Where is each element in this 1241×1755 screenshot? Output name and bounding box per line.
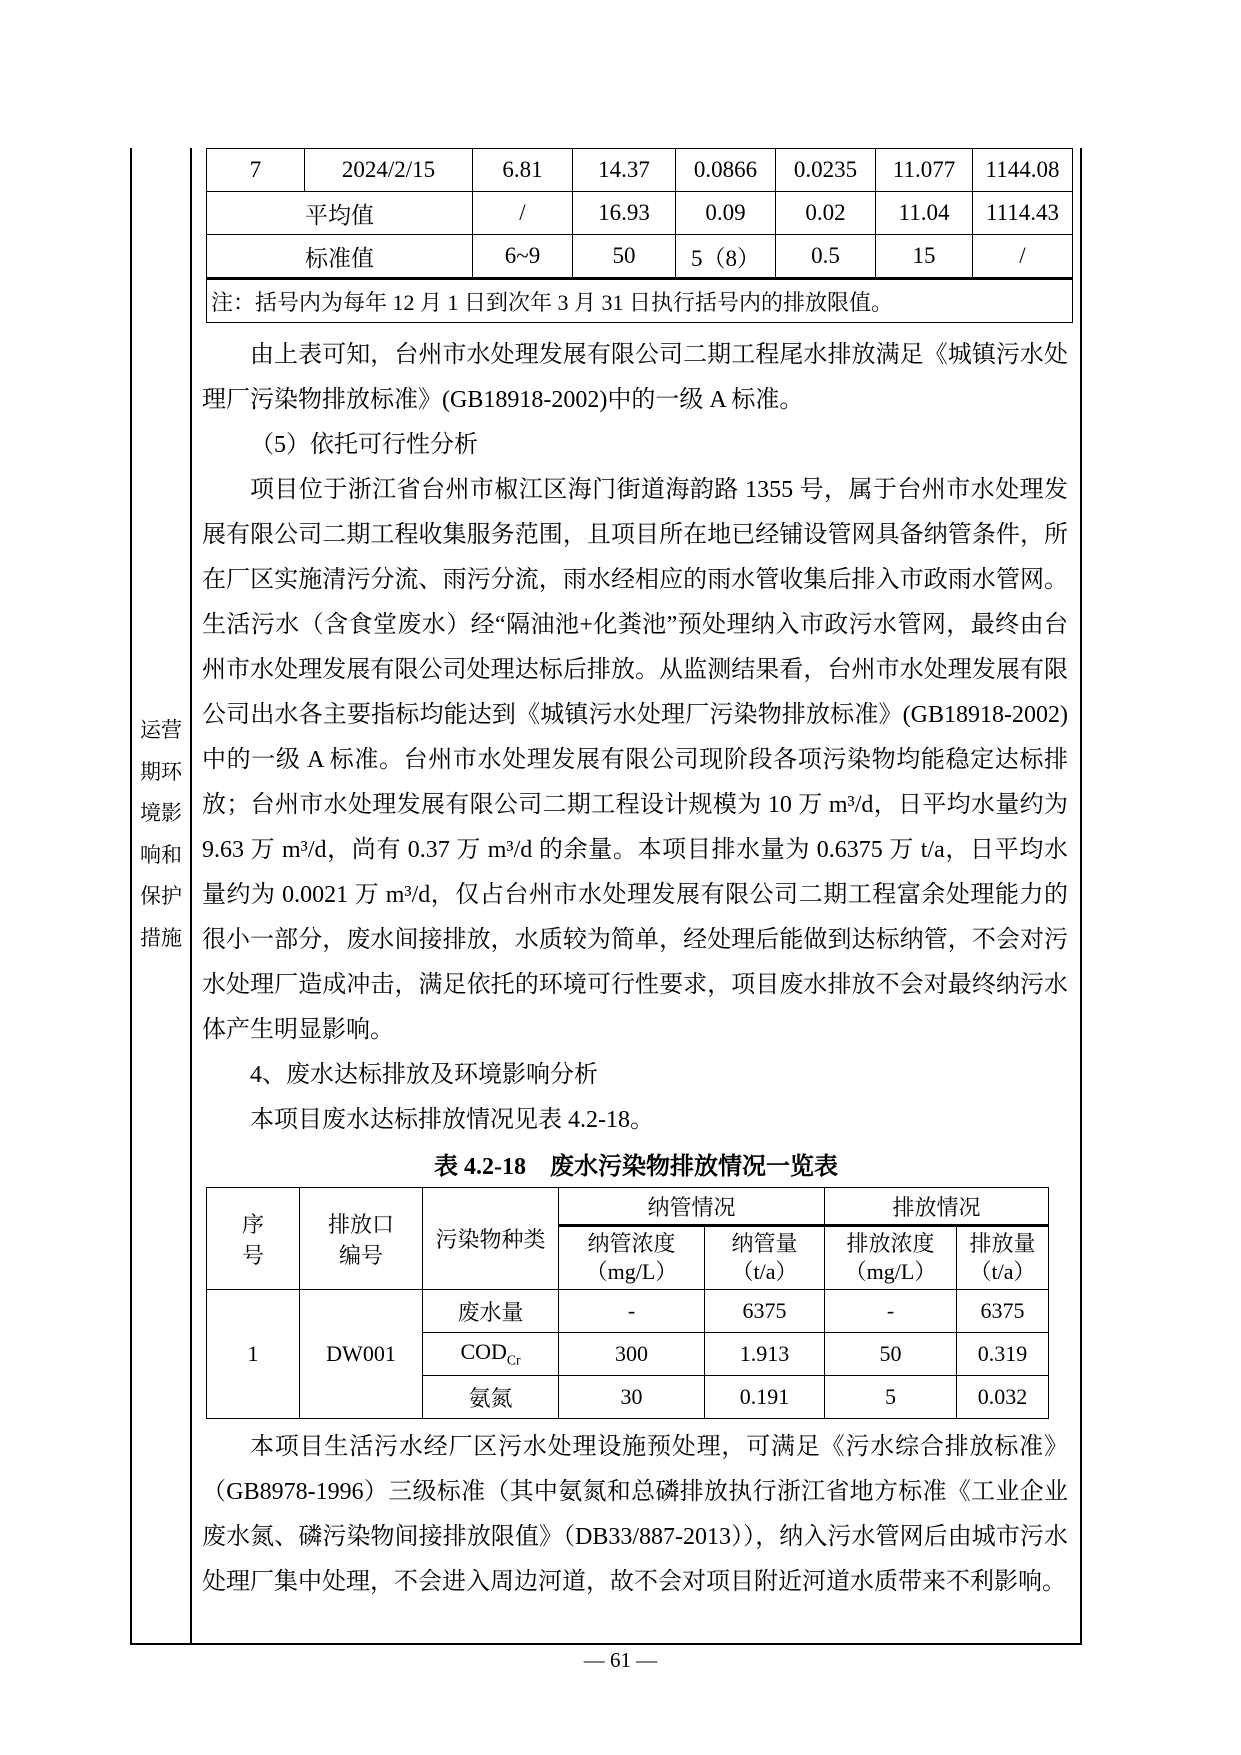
value-cell: 1144.08 — [973, 149, 1073, 192]
content-cell — [192, 148, 1080, 1643]
header-intake-amount: 纳管量 （t/a） — [705, 1226, 825, 1290]
value-cell: 0.0866 — [676, 149, 776, 192]
paragraph-conclusion: 由上表可知，台州市水处理发展有限公司二期工程尾水排放满足《城镇污水处理厂污染物排放标准》(GB18918-2002)中的一级 A 标准。 — [202, 342, 1068, 413]
value-cell: 11.04 — [876, 192, 973, 235]
value-cell: 6375 — [957, 1290, 1049, 1333]
paragraph-reliance-analysis: 项目位于浙江省台州市椒江区海门街道海韵路 1355 号，属于台州市水处理发展有限公司二期工程收集服务范围，且项目所在地已经铺设管网具备纳管条件，所在厂区实施清污分流、雨污分流，雨水经相应的雨水管收集后排入市政雨水管网。生活污水（含食堂废水）经“隔油池+化粪池”预处理纳入市政污水管网，最终由台州市水处理发展有限公司处理达标后排放。从监测结果看，台州市水处理发展有限公司出水各主要指标均能达到《城镇污水处理厂污染物排放标准》(GB18918-2002)中的一级 A 标准。台州市水处理发展有限公司现阶段各项污染物均能稳定达标排放；台州市水处理发展有限公司二期工程设计规模为 10 万 m³/d，日平均水量约为 9.63 万 m³/d，尚有 0.37 万 m³/d 的余量。本项目排水量为 0.6375 万 t/a，日平均水量约为 0.0021 万 m³/d，仅占台州市水处理发展有限公司二期工程富余处理能力的很小一部分，废水间接排放，水质较为简单，经处理后能做到达标纳管，不会对污水处理厂造成冲击，满足依托的环境可行性要求，项目废水排放不会对最终纳污水体产生明显影响。 — [202, 477, 1068, 1043]
header-seq: 序 号 — [207, 1188, 300, 1290]
page-number: — 61 — — [583, 1648, 658, 1672]
monitoring-results-table — [206, 148, 1073, 323]
header-intake-concentration: 纳管浓度 （mg/L） — [559, 1226, 705, 1290]
table-note: 注：括号内为每年 12 月 1 日到次年 3 月 31 日执行括号内的排放限值。 — [207, 279, 1073, 323]
value-cell: 11.077 — [876, 149, 973, 192]
table-row — [207, 149, 1073, 192]
sequence-cell: 1 — [207, 1290, 300, 1419]
row-label-cell: 标准值 — [207, 235, 473, 279]
table-note-row — [207, 279, 1073, 323]
value-cell: 0.5 — [776, 235, 876, 279]
header-intake-group: 纳管情况 — [559, 1188, 825, 1226]
value-cell: / — [973, 235, 1073, 279]
value-cell: / — [473, 192, 573, 235]
pollutant-name-cell: 废水量 — [423, 1290, 559, 1333]
header-discharge-group: 排放情况 — [825, 1188, 1049, 1226]
report-table-frame — [130, 148, 1082, 1645]
value-cell: 7 — [207, 149, 305, 192]
outlet-id-cell: DW001 — [300, 1290, 423, 1419]
row-header-label: 运营期环境影响和保护措施 — [140, 718, 182, 950]
row-label-cell: 平均值 — [207, 192, 473, 235]
header-pollutant: 污染物种类 — [423, 1188, 559, 1290]
table-row — [207, 235, 1073, 279]
value-cell: 1.913 — [705, 1333, 825, 1376]
value-cell: 0.191 — [705, 1376, 825, 1419]
section-heading-reliance-analysis: （5）依托可行性分析 — [250, 432, 478, 458]
pollutant-name-cell: 氨氮 — [423, 1376, 559, 1419]
value-cell: 6.81 — [473, 149, 573, 192]
value-cell: - — [825, 1290, 957, 1333]
value-cell: 300 — [559, 1333, 705, 1376]
header-discharge-concentration: 排放浓度 （mg/L） — [825, 1226, 957, 1290]
value-cell: 5（8） — [676, 235, 776, 279]
discharge-table-title: 表 4.2-18 废水污染物排放情况一览表 — [434, 1154, 838, 1180]
value-cell: 15 — [876, 235, 973, 279]
discharge-summary-table — [206, 1187, 1049, 1419]
value-cell: 0.319 — [957, 1333, 1049, 1376]
value-cell: 30 — [559, 1376, 705, 1419]
paragraph-final-conclusion: 本项目生活污水经厂区污水处理设施预处理，可满足《污水综合排放标准》（GB8978-1996）三级标准（其中氨氮和总磷排放执行浙江省地方标准《工业企业废水氮、磷污染物间接排放限值》（DB33/887-2013）），纳入污水管网后由城市污水处理厂集中处理，不会进入周边河道，故不会对项目附近河道水质带来不利影响。 — [202, 1434, 1068, 1595]
value-cell: 16.93 — [573, 192, 676, 235]
value-cell: 0.09 — [676, 192, 776, 235]
pollutant-name-cell: $COD_{Cr}$ — [423, 1333, 559, 1376]
value-cell: 5 — [825, 1376, 957, 1419]
header-outlet: 排放口 编号 — [300, 1188, 423, 1290]
value-cell: 50 — [825, 1333, 957, 1376]
value-cell: 6~9 — [473, 235, 573, 279]
header-discharge-amount: 排放量 （t/a） — [957, 1226, 1049, 1290]
value-cell: 0.032 — [957, 1376, 1049, 1419]
value-cell: 0.02 — [776, 192, 876, 235]
value-cell: 50 — [573, 235, 676, 279]
header-row — [207, 1188, 1049, 1226]
table-row — [207, 192, 1073, 235]
row-header-cell — [132, 148, 192, 1643]
section-heading-wastewater-discharge: 4、废水达标排放及环境影响分析 — [250, 1062, 598, 1088]
value-cell: 2024/2/15 — [305, 149, 473, 192]
value-cell: 1114.43 — [973, 192, 1073, 235]
paragraph-table-reference: 本项目废水达标排放情况见表 4.2-18。 — [250, 1107, 654, 1133]
value-cell: 6375 — [705, 1290, 825, 1333]
value-cell: - — [559, 1290, 705, 1333]
table-row — [207, 1290, 1049, 1333]
value-cell: 14.37 — [573, 149, 676, 192]
value-cell: 0.0235 — [776, 149, 876, 192]
